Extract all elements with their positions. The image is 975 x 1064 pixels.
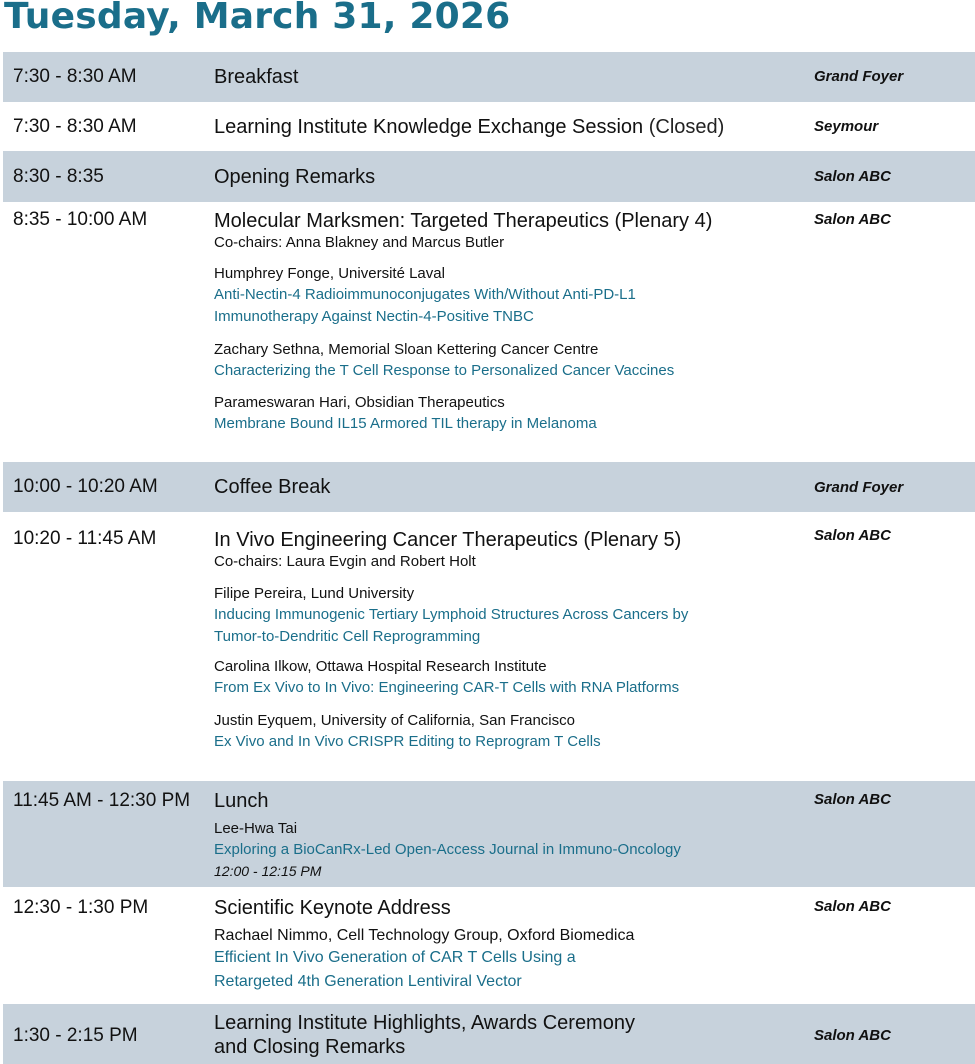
talk-item: [214, 926, 804, 994]
session-title: and Closing Remarks: [214, 1036, 406, 1058]
talk-title: Exploring a BioCanRx-Led Open-Access Journal in Immuno-Oncology: [214, 841, 681, 858]
session-title: Coffee Break: [214, 476, 331, 498]
talk-item: [214, 264, 804, 328]
session-venue: Salon ABC: [814, 168, 891, 185]
session-venue: Grand Foyer: [814, 479, 904, 496]
talk-speaker: Humphrey Fonge, Université Laval: [214, 265, 445, 282]
schedule-row-breakfast: [3, 52, 975, 102]
talk-speaker: Lee-Hwa Tai: [214, 820, 298, 837]
talk-title: Efficient In Vivo Generation of CAR T Cells Using a: [214, 949, 576, 966]
talk-title: Inducing Immunogenic Tertiary Lymphoid Structures Across Cancers by: [214, 606, 689, 623]
talk-title: From Ex Vivo to In Vivo: Engineering CAR-T Cells with RNA Platforms: [214, 679, 680, 696]
talk-item: [214, 584, 804, 648]
talk-item: [214, 393, 804, 435]
talk-item: [214, 711, 804, 753]
session-venue: Salon ABC: [814, 211, 891, 228]
session-time: 7:30 - 8:30 AM: [13, 66, 137, 87]
schedule-row-closing: [3, 1004, 975, 1064]
talk-item: [214, 657, 804, 699]
schedule-row-keynote: [3, 887, 975, 1003]
session-title: Lunch: [214, 790, 269, 812]
session-chairs: Co-chairs: Laura Evgin and Robert Holt: [214, 553, 476, 570]
session-venue: Salon ABC: [814, 791, 891, 808]
day-title: Tuesday, March 31, 2026: [4, 0, 511, 37]
session-title: Breakfast: [214, 66, 299, 88]
schedule-row-plenary-4: [3, 202, 975, 461]
talk-speaker: Filipe Pereira, Lund University: [214, 585, 415, 602]
session-time: 7:30 - 8:30 AM: [13, 116, 137, 137]
session-time: 12:30 - 1:30 PM: [13, 897, 149, 918]
talk-title: Retargeted 4th Generation Lentiviral Vector: [214, 973, 522, 990]
talk-speaker: Parameswaran Hari, Obsidian Therapeutics: [214, 394, 505, 411]
session-time: 8:30 - 8:35: [13, 166, 104, 187]
talk-title: Anti-Nectin-4 Radioimmunoconjugates With/Without Anti-PD-L1: [214, 286, 636, 303]
schedule-row-coffee-break: [3, 462, 975, 512]
talk-title: Membrane Bound IL15 Armored TIL therapy in Melanoma: [214, 415, 597, 432]
talk-speaker: Rachael Nimmo, Cell Technology Group, Oxford Biomedica: [214, 927, 635, 944]
session-venue: Salon ABC: [814, 1027, 891, 1044]
session-time: 10:20 - 11:45 AM: [13, 528, 157, 549]
session-time: 1:30 - 2:15 PM: [13, 1025, 138, 1046]
session-chairs: Co-chairs: Anna Blakney and Marcus Butler: [214, 234, 505, 251]
session-time: 11:45 AM - 12:30 PM: [13, 790, 191, 811]
schedule-row-knowledge-exchange: [3, 102, 975, 151]
session-title: Scientific Keynote Address: [214, 897, 451, 919]
talk-title: Ex Vivo and In Vivo CRISPR Editing to Reprogram T Cells: [214, 733, 601, 750]
talk-title: Immunotherapy Against Nectin-4-Positive TNBC: [214, 308, 534, 325]
session-venue: Salon ABC: [814, 898, 891, 915]
session-venue: Grand Foyer: [814, 68, 904, 85]
talk-speaker: Carolina Ilkow, Ottawa Hospital Research Institute: [214, 658, 547, 675]
session-venue: Seymour: [814, 118, 879, 135]
session-title: In Vivo Engineering Cancer Therapeutics (Plenary 5): [214, 529, 682, 551]
schedule-row-lunch: [3, 781, 975, 887]
talk-speaker: Justin Eyquem, University of California, San Francisco: [214, 712, 575, 729]
session-title: [214, 115, 804, 139]
talk-time: 12:00 - 12:15 PM: [214, 863, 322, 879]
session-title: Molecular Marksmen: Targeted Therapeutics (Plenary 4): [214, 210, 713, 232]
talk-item: [214, 819, 804, 881]
schedule-row-plenary-5: [3, 512, 975, 780]
session-title-text: Learning Institute Knowledge Exchange Session: [214, 116, 644, 138]
session-time: 10:00 - 10:20 AM: [13, 476, 158, 497]
session-title-suffix: (Closed): [648, 116, 725, 138]
session-title: Opening Remarks: [214, 166, 376, 188]
talk-title: Characterizing the T Cell Response to Personalized Cancer Vaccines: [214, 362, 675, 379]
talk-speaker: Zachary Sethna, Memorial Sloan Kettering Cancer Centre: [214, 341, 599, 358]
session-title: Learning Institute Highlights, Awards Ceremony: [214, 1012, 635, 1034]
session-time: 8:35 - 10:00 AM: [13, 209, 148, 230]
session-venue: Salon ABC: [814, 527, 891, 544]
talk-title: Tumor-to-Dendritic Cell Reprogramming: [214, 628, 481, 645]
talk-item: [214, 340, 804, 382]
schedule-row-opening-remarks: [3, 151, 975, 202]
